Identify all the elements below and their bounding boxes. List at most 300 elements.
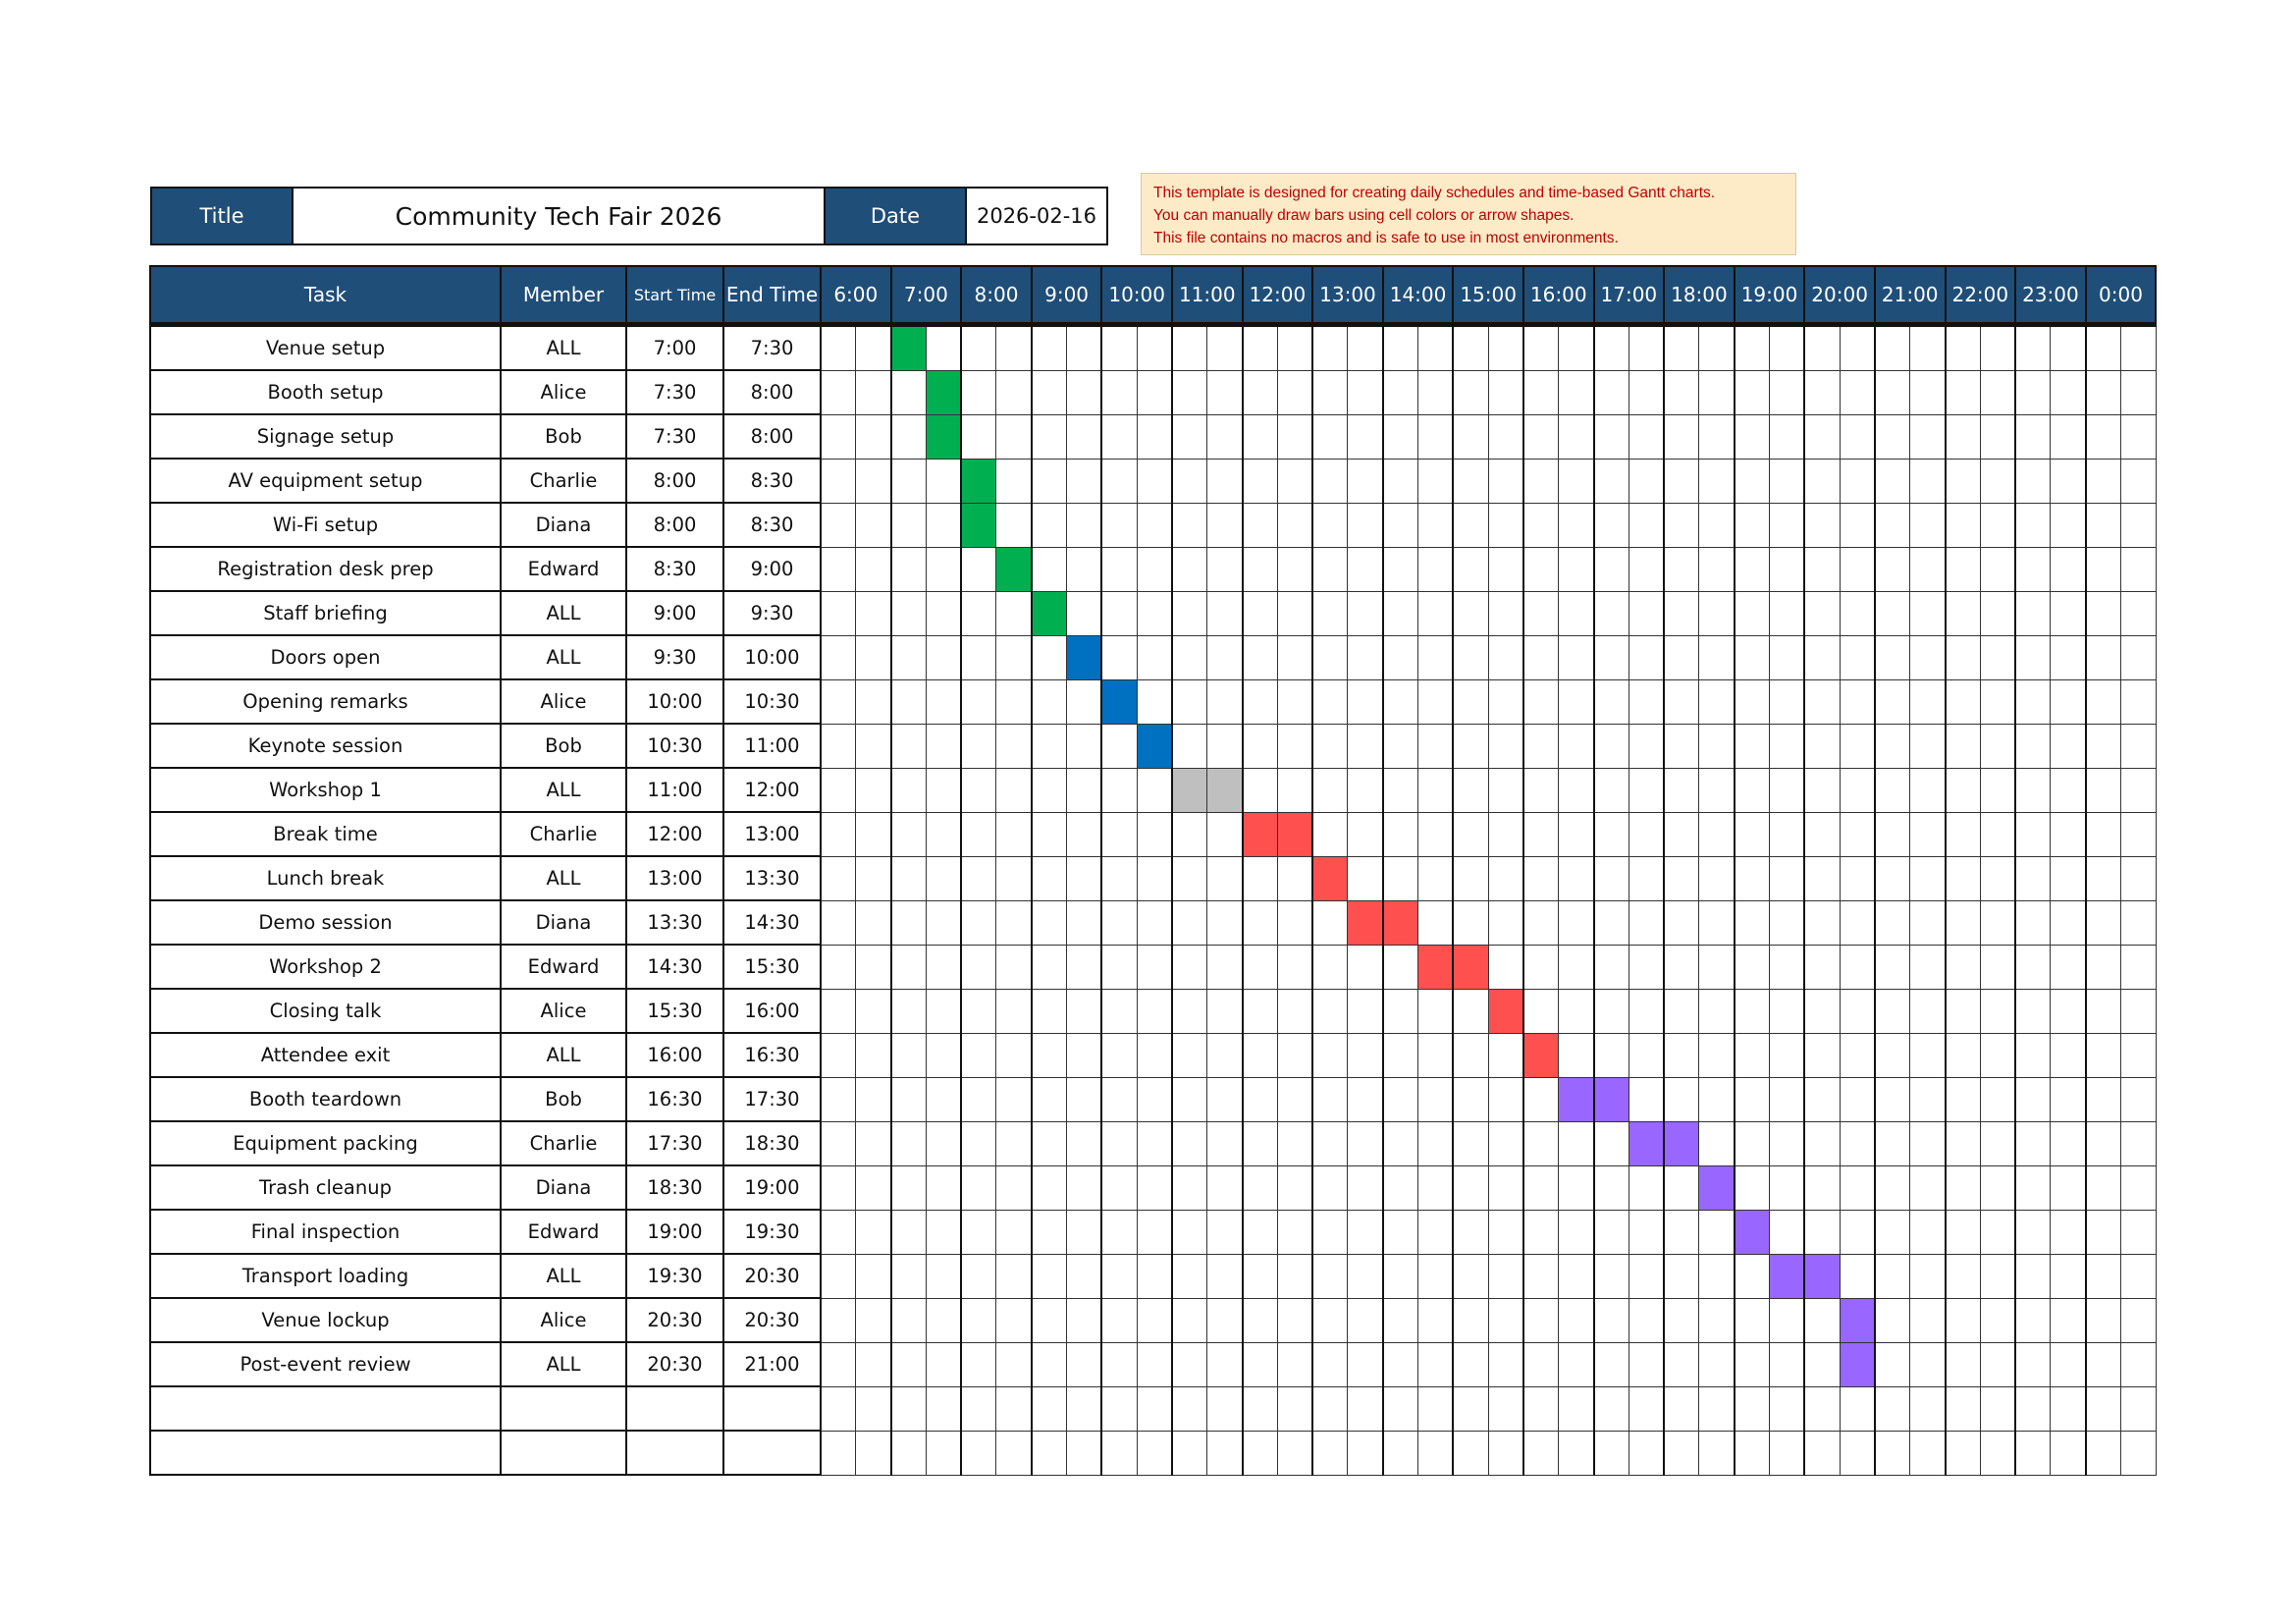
time-slot-cell[interactable] — [1243, 1077, 1278, 1121]
time-slot-cell[interactable] — [1277, 856, 1312, 900]
time-slot-cell[interactable] — [1559, 1431, 1594, 1475]
time-slot-cell[interactable] — [1910, 812, 1946, 856]
time-slot-cell[interactable] — [891, 900, 927, 945]
time-slot-cell[interactable] — [1875, 1077, 1910, 1121]
time-slot-cell[interactable] — [961, 856, 996, 900]
time-slot-cell[interactable] — [1032, 1121, 1067, 1165]
task-cell[interactable]: Lunch break — [150, 856, 501, 900]
time-slot-cell[interactable] — [1946, 812, 1981, 856]
time-slot-cell[interactable] — [1946, 1077, 1981, 1121]
time-slot-cell[interactable] — [1840, 1210, 1875, 1254]
time-slot-cell[interactable] — [821, 679, 856, 724]
time-slot-cell[interactable] — [891, 1386, 927, 1431]
time-slot-cell[interactable] — [856, 1254, 891, 1298]
time-slot-cell[interactable] — [856, 768, 891, 812]
time-slot-cell[interactable] — [1207, 679, 1243, 724]
time-slot-cell[interactable] — [1559, 414, 1594, 459]
time-slot-cell[interactable] — [1348, 679, 1383, 724]
time-slot-cell[interactable] — [1594, 459, 1629, 503]
time-slot-cell[interactable] — [1453, 547, 1488, 591]
task-cell[interactable]: Registration desk prep — [150, 547, 501, 591]
time-slot-cell[interactable] — [996, 1077, 1032, 1121]
time-slot-cell[interactable] — [1032, 325, 1067, 371]
time-slot-cell[interactable] — [856, 724, 891, 768]
member-cell[interactable]: ALL — [501, 1342, 626, 1386]
time-slot-cell[interactable] — [1910, 856, 1946, 900]
time-slot-cell[interactable] — [1664, 1077, 1699, 1121]
time-slot-cell[interactable] — [1172, 1386, 1207, 1431]
time-slot-cell[interactable] — [1770, 414, 1805, 459]
time-slot-cell[interactable] — [1207, 459, 1243, 503]
time-slot-cell[interactable] — [1946, 1165, 1981, 1210]
time-slot-cell[interactable] — [1067, 414, 1102, 459]
gantt-bar-cell[interactable] — [1348, 900, 1383, 945]
time-slot-cell[interactable] — [1770, 900, 1805, 945]
time-slot-cell[interactable] — [1629, 1298, 1664, 1342]
time-slot-cell[interactable] — [2086, 679, 2121, 724]
time-slot-cell[interactable] — [1243, 591, 1278, 635]
time-slot-cell[interactable] — [1875, 1210, 1910, 1254]
time-slot-cell[interactable] — [926, 1298, 961, 1342]
time-slot-cell[interactable] — [1348, 1077, 1383, 1121]
time-slot-cell[interactable] — [996, 1254, 1032, 1298]
task-cell[interactable]: Opening remarks — [150, 679, 501, 724]
time-slot-cell[interactable] — [996, 1298, 1032, 1342]
time-slot-cell[interactable] — [1488, 1165, 1523, 1210]
time-slot-cell[interactable] — [821, 1298, 856, 1342]
time-slot-cell[interactable] — [1348, 1121, 1383, 1165]
task-cell[interactable]: Venue lockup — [150, 1298, 501, 1342]
time-slot-cell[interactable] — [1418, 812, 1454, 856]
time-slot-cell[interactable] — [2086, 370, 2121, 414]
time-slot-cell[interactable] — [1418, 414, 1454, 459]
time-slot-cell[interactable] — [926, 1165, 961, 1210]
time-slot-cell[interactable] — [1629, 459, 1664, 503]
time-slot-cell[interactable] — [856, 325, 891, 371]
time-slot-cell[interactable] — [1804, 724, 1840, 768]
time-slot-cell[interactable] — [1910, 1165, 1946, 1210]
time-slot-cell[interactable] — [1348, 1165, 1383, 1210]
time-slot-cell[interactable] — [1664, 325, 1699, 371]
time-slot-cell[interactable] — [961, 1210, 996, 1254]
time-slot-cell[interactable] — [1980, 325, 2015, 371]
time-slot-cell[interactable] — [1312, 679, 1348, 724]
start-time-cell[interactable]: 8:00 — [626, 503, 723, 547]
time-slot-cell[interactable] — [1383, 1165, 1418, 1210]
time-slot-cell[interactable] — [1699, 635, 1735, 679]
time-slot-cell[interactable] — [1946, 325, 1981, 371]
time-slot-cell[interactable] — [1312, 724, 1348, 768]
time-slot-cell[interactable] — [2120, 635, 2156, 679]
time-slot-cell[interactable] — [2015, 768, 2051, 812]
time-slot-cell[interactable] — [2015, 900, 2051, 945]
time-slot-cell[interactable] — [821, 900, 856, 945]
time-slot-cell[interactable] — [961, 679, 996, 724]
time-slot-cell[interactable] — [821, 945, 856, 989]
time-slot-cell[interactable] — [1875, 1386, 1910, 1431]
time-slot-cell[interactable] — [1383, 1342, 1418, 1386]
time-slot-cell[interactable] — [1664, 856, 1699, 900]
time-slot-cell[interactable] — [856, 414, 891, 459]
task-cell[interactable]: Doors open — [150, 635, 501, 679]
time-slot-cell[interactable] — [1207, 1254, 1243, 1298]
time-slot-cell[interactable] — [1735, 1386, 1770, 1431]
time-slot-cell[interactable] — [1101, 459, 1137, 503]
time-slot-cell[interactable] — [891, 1165, 927, 1210]
time-slot-cell[interactable] — [1735, 900, 1770, 945]
time-slot-cell[interactable] — [1523, 1342, 1559, 1386]
time-slot-cell[interactable] — [2051, 1033, 2086, 1077]
time-slot-cell[interactable] — [1488, 812, 1523, 856]
time-slot-cell[interactable] — [1559, 679, 1594, 724]
time-slot-cell[interactable] — [2120, 724, 2156, 768]
time-slot-cell[interactable] — [1101, 414, 1137, 459]
time-slot-cell[interactable] — [821, 547, 856, 591]
time-slot-cell[interactable] — [1032, 768, 1067, 812]
time-slot-cell[interactable] — [1277, 1033, 1312, 1077]
time-slot-cell[interactable] — [1946, 1298, 1981, 1342]
time-slot-cell[interactable] — [1207, 945, 1243, 989]
time-slot-cell[interactable] — [1946, 989, 1981, 1033]
time-slot-cell[interactable] — [1348, 768, 1383, 812]
time-slot-cell[interactable] — [1312, 635, 1348, 679]
time-slot-cell[interactable] — [1840, 1386, 1875, 1431]
member-cell[interactable]: Bob — [501, 414, 626, 459]
time-slot-cell[interactable] — [1875, 1121, 1910, 1165]
time-slot-cell[interactable] — [1664, 414, 1699, 459]
time-slot-cell[interactable] — [1735, 1033, 1770, 1077]
time-slot-cell[interactable] — [1629, 1386, 1664, 1431]
time-slot-cell[interactable] — [1664, 459, 1699, 503]
start-time-cell[interactable]: 7:30 — [626, 414, 723, 459]
time-slot-cell[interactable] — [2015, 1254, 2051, 1298]
time-slot-cell[interactable] — [1699, 812, 1735, 856]
time-slot-cell[interactable] — [1243, 1342, 1278, 1386]
time-slot-cell[interactable] — [1594, 679, 1629, 724]
time-slot-cell[interactable] — [2051, 900, 2086, 945]
time-slot-cell[interactable] — [1804, 1298, 1840, 1342]
time-slot-cell[interactable] — [1804, 768, 1840, 812]
time-slot-cell[interactable] — [1137, 459, 1172, 503]
time-slot-cell[interactable] — [1067, 1254, 1102, 1298]
time-slot-cell[interactable] — [1067, 856, 1102, 900]
time-slot-cell[interactable] — [821, 1165, 856, 1210]
time-slot-cell[interactable] — [1277, 1386, 1312, 1431]
time-slot-cell[interactable] — [1207, 1210, 1243, 1254]
time-slot-cell[interactable] — [2120, 591, 2156, 635]
time-slot-cell[interactable] — [1559, 1254, 1594, 1298]
time-slot-cell[interactable] — [1067, 1298, 1102, 1342]
time-slot-cell[interactable] — [891, 1342, 927, 1386]
time-slot-cell[interactable] — [891, 812, 927, 856]
time-slot-cell[interactable] — [1559, 635, 1594, 679]
time-slot-cell[interactable] — [1032, 459, 1067, 503]
time-slot-cell[interactable] — [1137, 1254, 1172, 1298]
time-slot-cell[interactable] — [1946, 1254, 1981, 1298]
time-slot-cell[interactable] — [891, 1033, 927, 1077]
time-slot-cell[interactable] — [1735, 547, 1770, 591]
gantt-bar-cell[interactable] — [1418, 945, 1454, 989]
time-slot-cell[interactable] — [961, 370, 996, 414]
start-time-cell[interactable]: 7:30 — [626, 370, 723, 414]
time-slot-cell[interactable] — [2051, 459, 2086, 503]
time-slot-cell[interactable] — [1207, 900, 1243, 945]
time-slot-cell[interactable] — [926, 325, 961, 371]
time-slot-cell[interactable] — [1243, 1210, 1278, 1254]
gantt-bar-cell[interactable] — [1207, 768, 1243, 812]
time-slot-cell[interactable] — [1032, 1431, 1067, 1475]
time-slot-cell[interactable] — [1067, 945, 1102, 989]
time-slot-cell[interactable] — [1067, 1342, 1102, 1386]
time-slot-cell[interactable] — [1840, 635, 1875, 679]
time-slot-cell[interactable] — [1840, 856, 1875, 900]
time-slot-cell[interactable] — [1664, 547, 1699, 591]
gantt-bar-cell[interactable] — [961, 503, 996, 547]
time-slot-cell[interactable] — [1137, 989, 1172, 1033]
time-slot-cell[interactable] — [1172, 1033, 1207, 1077]
time-slot-cell[interactable] — [1453, 900, 1488, 945]
time-slot-cell[interactable] — [1032, 989, 1067, 1033]
time-slot-cell[interactable] — [2015, 591, 2051, 635]
time-slot-cell[interactable] — [1629, 1254, 1664, 1298]
time-slot-cell[interactable] — [1770, 856, 1805, 900]
time-slot-cell[interactable] — [1559, 325, 1594, 371]
time-slot-cell[interactable] — [1664, 1431, 1699, 1475]
time-slot-cell[interactable] — [1453, 768, 1488, 812]
time-slot-cell[interactable] — [1735, 945, 1770, 989]
time-slot-cell[interactable] — [1946, 1342, 1981, 1386]
time-slot-cell[interactable] — [1559, 1386, 1594, 1431]
time-slot-cell[interactable] — [2120, 945, 2156, 989]
end-time-cell[interactable]: 9:30 — [723, 591, 821, 635]
time-slot-cell[interactable] — [1032, 856, 1067, 900]
time-slot-cell[interactable] — [996, 1342, 1032, 1386]
time-slot-cell[interactable] — [1243, 414, 1278, 459]
time-slot-cell[interactable] — [1946, 900, 1981, 945]
time-slot-cell[interactable] — [856, 547, 891, 591]
time-slot-cell[interactable] — [2015, 1077, 2051, 1121]
time-slot-cell[interactable] — [1453, 989, 1488, 1033]
member-cell[interactable] — [501, 1386, 626, 1431]
end-time-cell[interactable]: 20:30 — [723, 1254, 821, 1298]
member-cell[interactable]: Edward — [501, 1210, 626, 1254]
time-slot-cell[interactable] — [1559, 1298, 1594, 1342]
time-slot-cell[interactable] — [1523, 1165, 1559, 1210]
time-slot-cell[interactable] — [1629, 547, 1664, 591]
time-slot-cell[interactable] — [1172, 370, 1207, 414]
time-slot-cell[interactable] — [2051, 591, 2086, 635]
time-slot-cell[interactable] — [996, 1386, 1032, 1431]
time-slot-cell[interactable] — [856, 812, 891, 856]
time-slot-cell[interactable] — [1418, 591, 1454, 635]
time-slot-cell[interactable] — [2120, 459, 2156, 503]
time-slot-cell[interactable] — [1207, 370, 1243, 414]
time-slot-cell[interactable] — [2086, 1431, 2121, 1475]
member-cell[interactable]: ALL — [501, 325, 626, 371]
time-slot-cell[interactable] — [2051, 1077, 2086, 1121]
time-slot-cell[interactable] — [1453, 1254, 1488, 1298]
time-slot-cell[interactable] — [1418, 1121, 1454, 1165]
time-slot-cell[interactable] — [996, 635, 1032, 679]
gantt-bar-cell[interactable] — [1488, 989, 1523, 1033]
start-time-cell[interactable] — [626, 1431, 723, 1475]
time-slot-cell[interactable] — [856, 1033, 891, 1077]
time-slot-cell[interactable] — [1383, 856, 1418, 900]
time-slot-cell[interactable] — [1559, 768, 1594, 812]
time-slot-cell[interactable] — [2120, 1210, 2156, 1254]
time-slot-cell[interactable] — [1735, 1298, 1770, 1342]
time-slot-cell[interactable] — [1032, 635, 1067, 679]
time-slot-cell[interactable] — [1910, 945, 1946, 989]
time-slot-cell[interactable] — [1453, 1077, 1488, 1121]
time-slot-cell[interactable] — [2015, 547, 2051, 591]
time-slot-cell[interactable] — [821, 635, 856, 679]
time-slot-cell[interactable] — [996, 591, 1032, 635]
gantt-bar-cell[interactable] — [1629, 1121, 1664, 1165]
time-slot-cell[interactable] — [1488, 1254, 1523, 1298]
start-time-cell[interactable]: 7:00 — [626, 325, 723, 371]
time-slot-cell[interactable] — [821, 1386, 856, 1431]
time-slot-cell[interactable] — [1840, 1431, 1875, 1475]
time-slot-cell[interactable] — [1910, 370, 1946, 414]
time-slot-cell[interactable] — [891, 591, 927, 635]
time-slot-cell[interactable] — [2120, 768, 2156, 812]
task-cell[interactable]: Workshop 1 — [150, 768, 501, 812]
time-slot-cell[interactable] — [821, 856, 856, 900]
time-slot-cell[interactable] — [1418, 1298, 1454, 1342]
time-slot-cell[interactable] — [926, 635, 961, 679]
time-slot-cell[interactable] — [1172, 679, 1207, 724]
time-slot-cell[interactable] — [1840, 1121, 1875, 1165]
time-slot-cell[interactable] — [1594, 989, 1629, 1033]
end-time-cell[interactable]: 15:30 — [723, 945, 821, 989]
time-slot-cell[interactable] — [821, 1342, 856, 1386]
time-slot-cell[interactable] — [1137, 547, 1172, 591]
time-slot-cell[interactable] — [1277, 370, 1312, 414]
time-slot-cell[interactable] — [1629, 768, 1664, 812]
time-slot-cell[interactable] — [1207, 989, 1243, 1033]
time-slot-cell[interactable] — [1980, 1386, 2015, 1431]
time-slot-cell[interactable] — [2015, 989, 2051, 1033]
time-slot-cell[interactable] — [2120, 812, 2156, 856]
time-slot-cell[interactable] — [891, 503, 927, 547]
time-slot-cell[interactable] — [2051, 679, 2086, 724]
time-slot-cell[interactable] — [1770, 1386, 1805, 1431]
time-slot-cell[interactable] — [2120, 1121, 2156, 1165]
time-slot-cell[interactable] — [996, 325, 1032, 371]
time-slot-cell[interactable] — [1207, 503, 1243, 547]
gantt-bar-cell[interactable] — [1137, 724, 1172, 768]
member-cell[interactable]: Charlie — [501, 1121, 626, 1165]
time-slot-cell[interactable] — [856, 635, 891, 679]
time-slot-cell[interactable] — [1207, 591, 1243, 635]
time-slot-cell[interactable] — [1770, 989, 1805, 1033]
time-slot-cell[interactable] — [2086, 325, 2121, 371]
time-slot-cell[interactable] — [1980, 989, 2015, 1033]
time-slot-cell[interactable] — [1137, 1298, 1172, 1342]
time-slot-cell[interactable] — [2015, 1121, 2051, 1165]
time-slot-cell[interactable] — [1664, 768, 1699, 812]
time-slot-cell[interactable] — [1699, 856, 1735, 900]
time-slot-cell[interactable] — [926, 459, 961, 503]
time-slot-cell[interactable] — [1559, 503, 1594, 547]
time-slot-cell[interactable] — [1770, 459, 1805, 503]
time-slot-cell[interactable] — [1032, 679, 1067, 724]
start-time-cell[interactable]: 8:00 — [626, 459, 723, 503]
time-slot-cell[interactable] — [1277, 635, 1312, 679]
time-slot-cell[interactable] — [1840, 989, 1875, 1033]
start-time-cell[interactable]: 16:00 — [626, 1033, 723, 1077]
time-slot-cell[interactable] — [2015, 1431, 2051, 1475]
gantt-bar-cell[interactable] — [926, 370, 961, 414]
end-time-cell[interactable]: 16:30 — [723, 1033, 821, 1077]
time-slot-cell[interactable] — [1735, 1165, 1770, 1210]
time-slot-cell[interactable] — [1980, 635, 2015, 679]
time-slot-cell[interactable] — [1067, 1386, 1102, 1431]
time-slot-cell[interactable] — [1137, 414, 1172, 459]
end-time-cell[interactable]: 7:30 — [723, 325, 821, 371]
time-slot-cell[interactable] — [821, 812, 856, 856]
time-slot-cell[interactable] — [1735, 1342, 1770, 1386]
time-slot-cell[interactable] — [1980, 724, 2015, 768]
time-slot-cell[interactable] — [1804, 945, 1840, 989]
time-slot-cell[interactable] — [2120, 1386, 2156, 1431]
time-slot-cell[interactable] — [2086, 768, 2121, 812]
end-time-cell[interactable] — [723, 1386, 821, 1431]
gantt-bar-cell[interactable] — [1312, 856, 1348, 900]
end-time-cell[interactable]: 21:00 — [723, 1342, 821, 1386]
time-slot-cell[interactable] — [926, 503, 961, 547]
time-slot-cell[interactable] — [1067, 1210, 1102, 1254]
time-slot-cell[interactable] — [1910, 679, 1946, 724]
time-slot-cell[interactable] — [1559, 370, 1594, 414]
time-slot-cell[interactable] — [1664, 503, 1699, 547]
time-slot-cell[interactable] — [1312, 1342, 1348, 1386]
time-slot-cell[interactable] — [1804, 1121, 1840, 1165]
time-slot-cell[interactable] — [1770, 635, 1805, 679]
time-slot-cell[interactable] — [1312, 1298, 1348, 1342]
start-time-cell[interactable]: 19:00 — [626, 1210, 723, 1254]
time-slot-cell[interactable] — [2015, 1298, 2051, 1342]
time-slot-cell[interactable] — [2120, 325, 2156, 371]
time-slot-cell[interactable] — [1875, 503, 1910, 547]
time-slot-cell[interactable] — [1804, 1165, 1840, 1210]
time-slot-cell[interactable] — [891, 989, 927, 1033]
time-slot-cell[interactable] — [2015, 945, 2051, 989]
time-slot-cell[interactable] — [961, 1386, 996, 1431]
time-slot-cell[interactable] — [1664, 724, 1699, 768]
time-slot-cell[interactable] — [1383, 1033, 1418, 1077]
time-slot-cell[interactable] — [856, 591, 891, 635]
time-slot-cell[interactable] — [926, 1210, 961, 1254]
time-slot-cell[interactable] — [1735, 1431, 1770, 1475]
time-slot-cell[interactable] — [1840, 547, 1875, 591]
time-slot-cell[interactable] — [1770, 1033, 1805, 1077]
time-slot-cell[interactable] — [1946, 414, 1981, 459]
end-time-cell[interactable]: 13:30 — [723, 856, 821, 900]
time-slot-cell[interactable] — [1243, 768, 1278, 812]
member-cell[interactable]: Alice — [501, 989, 626, 1033]
time-slot-cell[interactable] — [1875, 591, 1910, 635]
member-cell[interactable]: Charlie — [501, 459, 626, 503]
time-slot-cell[interactable] — [1629, 414, 1664, 459]
time-slot-cell[interactable] — [1312, 591, 1348, 635]
time-slot-cell[interactable] — [2120, 900, 2156, 945]
time-slot-cell[interactable] — [1875, 679, 1910, 724]
time-slot-cell[interactable] — [2086, 900, 2121, 945]
time-slot-cell[interactable] — [1840, 591, 1875, 635]
time-slot-cell[interactable] — [2120, 1431, 2156, 1475]
